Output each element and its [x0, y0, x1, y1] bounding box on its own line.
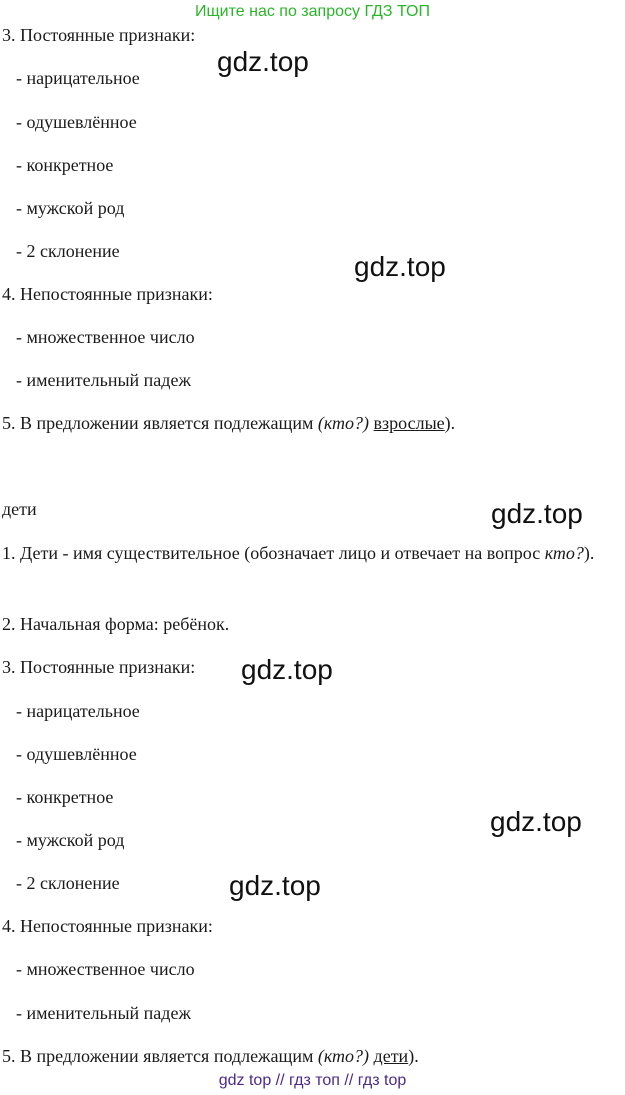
list-item: - мужской род	[16, 830, 125, 850]
footer-link[interactable]: gdz top	[218, 1072, 272, 1089]
role-question: (кто?)	[317, 413, 370, 433]
role-text: 5. В предложении является подлежащим	[2, 1046, 318, 1066]
variable-features-heading: 4. Непостоянные признаки:	[2, 916, 213, 936]
syntactic-role-line	[2, 412, 455, 434]
list-item: - именительный падеж	[16, 1003, 191, 1023]
list-item: - конкретное	[16, 155, 114, 175]
watermark: gdz.top	[490, 806, 582, 837]
footer-link[interactable]: гдз top	[357, 1072, 407, 1089]
footer-links	[0, 1071, 625, 1091]
promo-banner[interactable]: Ищите нас по запросу ГДЗ ТОП	[195, 3, 430, 20]
list-item: - 2 склонение	[16, 241, 120, 261]
watermark: gdz.top	[229, 870, 321, 901]
constant-features-heading: 3. Постоянные признаки:	[2, 25, 196, 45]
definition-paragraph	[2, 542, 622, 564]
footer-link[interactable]: гдз топ	[289, 1072, 340, 1089]
list-item: - нарицательное	[16, 701, 140, 721]
footer-separator: //	[275, 1072, 285, 1089]
list-item: - именительный падеж	[16, 370, 191, 390]
list-item: - множественное число	[16, 959, 195, 979]
definition-end: ).	[583, 543, 595, 563]
footer-separator: //	[344, 1072, 354, 1089]
variable-features-heading: 4. Непостоянные признаки:	[2, 284, 213, 304]
watermark: gdz.top	[491, 498, 583, 529]
role-question: (кто?)	[317, 1046, 370, 1066]
definition-text: 1. Дети - имя существительное (обозначает лицо и отвечает на вопрос	[2, 543, 545, 563]
constant-features-heading: 3. Постоянные признаки:	[2, 657, 196, 677]
definition-question: кто?	[544, 543, 584, 563]
role-word: взрослые	[373, 413, 445, 433]
role-suffix: ).	[408, 1046, 419, 1066]
list-item: - одушевлённое	[16, 112, 137, 132]
role-text: 5. В предложении является подлежащим	[2, 413, 318, 433]
role-word: дети	[373, 1046, 409, 1066]
role-suffix: ).	[444, 413, 456, 433]
initial-form-line: 2. Начальная форма: ребёнок.	[2, 614, 230, 634]
watermark: gdz.top	[354, 251, 446, 282]
list-item: - нарицательное	[16, 68, 140, 88]
list-item: - конкретное	[16, 787, 114, 807]
watermark: gdz.top	[241, 654, 333, 685]
list-item: - одушевлённое	[16, 744, 137, 764]
syntactic-role-line	[2, 1045, 419, 1067]
list-item: - 2 склонение	[16, 873, 120, 893]
list-item: - мужской род	[16, 198, 125, 218]
watermark: gdz.top	[217, 46, 309, 77]
list-item: - множественное число	[16, 327, 195, 347]
analyzed-word: дети	[2, 499, 37, 519]
